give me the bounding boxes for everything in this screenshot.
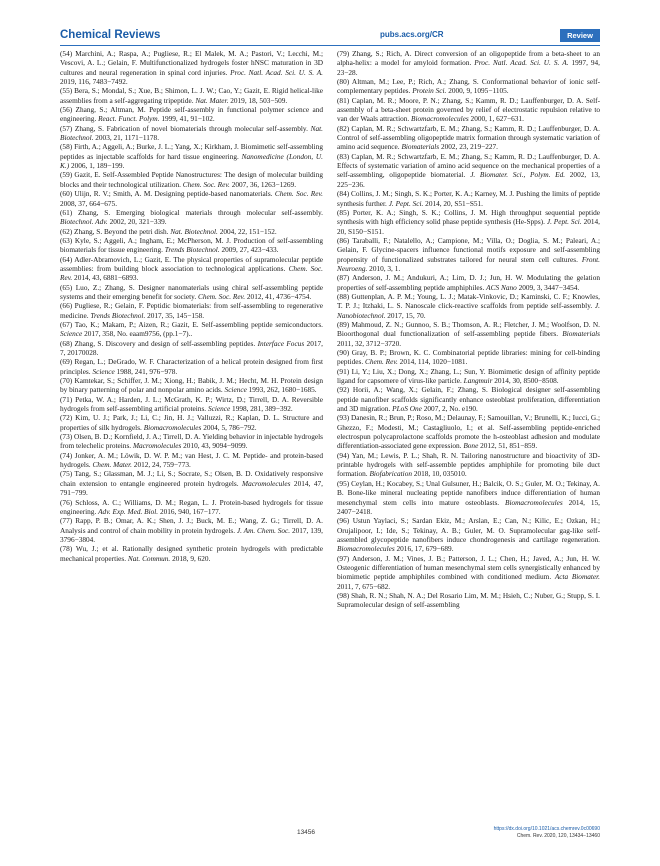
reference-text: (54) Marchini, A.; Raspa, A.; Pugliese, R.; El Malek, M. A.; Pastori, V.; Lecchi, M.; Vescovi, A. L.; Gelain, F. Multifunctionalized hydrogels foster hNSC maturation in 3D cultures and neural regeneration in spinal cord injuries. <box>60 49 323 77</box>
reference-journal: Acta Biomater. <box>554 572 600 582</box>
reference-journal: Trends Biotechnol. <box>164 245 220 255</box>
reference-entry <box>337 554 600 591</box>
reference-entry <box>60 236 323 255</box>
reference-volume-pages: 2010, 43, 9094−9099. <box>181 441 248 451</box>
page-number: 13456 <box>296 829 316 836</box>
reference-journal: Chem. Soc. Rev. <box>198 291 246 301</box>
reference-volume-pages: 2016, 17, 679−689. <box>394 544 454 554</box>
reference-volume-pages: 2002, 23, 219−227. <box>439 142 498 152</box>
reference-journal: Biomaterials <box>401 142 440 152</box>
reference-text: (90) Gray, B. P.; Brown, K. C. Combinatorial peptide libraries: mining for cell-binding peptides. <box>337 348 600 367</box>
reference-entry <box>337 292 600 320</box>
reference-text: (66) Pugliese, R.; Gelain, F. Peptidic biomaterials: from self-assembling to regenerative medicine. <box>60 301 323 320</box>
reference-text: (77) Rapp, P. B.; Omar, A. K.; Shen, J. J.; Buck, M. E.; Wang, Z. G.; Tirrell, D. A. Analysis and control of chain mobility in protein hydrogels. <box>60 516 323 535</box>
reference-entry <box>337 96 600 124</box>
reference-entry <box>337 516 600 553</box>
reference-volume-pages: 2017, 358, No. eaam9756, (pp.1−7).. <box>82 329 193 339</box>
reference-text: (85) Porter, K. A.; Singh, S. K.; Collins, J. M. High throughput sequential peptide synthesis with high efficiency solid phase peptide synthesis (He-Spps). <box>337 207 600 227</box>
reference-entry <box>337 591 600 610</box>
reference-journal: J. Am. Chem. Soc. <box>236 525 291 535</box>
reference-volume-pages: 2006, 1, 189−199. <box>69 161 125 171</box>
reference-volume-pages: 2000, 9, 1095−1105. <box>446 86 509 96</box>
reference-volume-pages: 2007, 2, No. e190. <box>421 404 478 414</box>
reference-entry <box>337 236 600 273</box>
reference-journal: Nat. Biotechnol. <box>60 123 323 143</box>
reference-text: (87) Anderson, J. M.; Andukuri, A.; Lim, D. J.; Jun, H. W. Modulating the gelation properties of self-assembling peptide amphiphiles. <box>337 273 600 292</box>
reference-volume-pages: 2018, 9, 620. <box>170 553 211 563</box>
reference-entry <box>60 255 323 283</box>
reference-entry <box>60 376 323 395</box>
reference-text: (80) Altman, M.; Lee, P.; Rich, A.; Zhang, S. Conformational behavior of ionic self-complementary peptides. <box>337 77 600 96</box>
journal-title[interactable]: Chemical Reviews <box>60 29 161 41</box>
reference-entry <box>60 339 323 358</box>
reference-text: (59) Gazit, E. Self-Assembled Peptide Nanostructures: The design of molecular building blocks and their technological utilization. <box>60 170 323 189</box>
reference-entry <box>60 301 323 320</box>
reference-entry <box>337 385 600 413</box>
reference-journal: PLoS One <box>392 404 422 414</box>
reference-journal: J. Pept. Sci. <box>546 217 582 227</box>
reference-entry <box>337 320 600 348</box>
reference-journal: Biomacromolecules <box>505 497 563 507</box>
reference-entry <box>60 498 323 517</box>
reference-volume-pages: 1998, 281, 389−392. <box>230 404 293 414</box>
reference-entry <box>337 208 600 236</box>
reference-volume-pages: 2017, 139, 3796−3804. <box>60 525 323 544</box>
reference-text: (92) Horii, A.; Wang, X.; Gelain, F.; Zhang, S. Biological designer self-assembling peptide nanofiber scaffolds significantly enhance osteoblast proliferation, differentiation and 3D migration. <box>337 385 600 414</box>
reference-volume-pages: 2014, 43, 6881−6893. <box>72 273 139 283</box>
reference-volume-pages: 2018, 10, 035010. <box>412 469 467 479</box>
reference-entry <box>337 348 600 367</box>
reference-volume-pages: 2014, 114, 1020−1081. <box>397 357 468 367</box>
reference-journal: React. Funct. Polym. <box>98 114 160 124</box>
reference-volume-pages: 2010, 3, 1. <box>367 263 401 273</box>
reference-volume-pages: 2009, 3, 3447−3454. <box>516 282 580 292</box>
reference-volume-pages: 2016, 940, 167−177. <box>158 506 221 516</box>
reference-journal: Biomaterials <box>562 329 600 339</box>
reference-text: (97) Anderson, J. M.; Vines, J. B.; Patterson, J. L.; Chen, H.; Javed, A.; Jun, H. W. Osteogenic differentiation of human mesenchymal stem cells synergistically enhanced by biomimetic peptide amphiphiles combined with conditioned medium. <box>337 553 600 582</box>
reference-journal: Biomacromolecules <box>143 422 202 432</box>
reference-text: (70) Kamtekar, S.; Schiffer, J. M.; Xiong, H.; Babik, J. M.; Hecht, M. H. Protein design by binary patterning of polar and nonpolar amino acids. <box>60 376 323 395</box>
reference-journal: J. Biomater. Sci., Polym. Ed. <box>470 170 566 180</box>
reference-volume-pages: 2004, 5, 786−792. <box>201 422 257 432</box>
reference-entry <box>337 479 600 516</box>
reference-text: (91) Li, Y.; Liu, X.; Dong, X.; Zhang, L.; Sun, Y. Biomimetic design of affinity peptide ligand for capsomere of virus-like particle. <box>337 366 600 386</box>
reference-text: (58) Firth, A.; Aggeli, A.; Burke, J. L.; Yang, X.; Kirkham, J. Biomimetic self-assembling peptides as injectable scaffolds for hard tissue engineering. <box>60 142 323 161</box>
reference-entry <box>60 432 323 451</box>
reference-entry <box>60 469 323 497</box>
reference-journal: Macromolecules <box>132 441 182 451</box>
reference-journal: Biofabrication <box>369 469 413 479</box>
reference-text: (89) Mahmoud, Z. N.; Gunnoo, S. B.; Thomson, A. R.; Fletcher, J. M.; Woolfson, D. N. Bioorthogonal dual functionalization of self-assembling peptide fibers. <box>337 319 600 339</box>
reference-entry <box>337 413 600 450</box>
reference-entry <box>60 413 323 432</box>
reference-text: (68) Zhang, S. Discovery and design of self-assembling peptides. <box>60 338 258 348</box>
reference-volume-pages: 1997, 94, 23−28. <box>337 58 600 77</box>
reference-journal: Trends Biotechnol. <box>90 310 146 320</box>
reference-entry <box>337 189 600 208</box>
reference-entry <box>60 208 323 227</box>
reference-journal: Chem. Soc. Rev. <box>274 189 324 199</box>
reference-text: (60) Ulijn, R. V.; Smith, A. M. Designing peptide-based nanomaterials. <box>60 189 275 199</box>
reference-journal: Chem. Rev. <box>364 357 398 367</box>
reference-volume-pages: 2019, 116, 7483−7492. <box>60 77 128 87</box>
reference-journal: Nat. Biotechnol. <box>170 226 218 236</box>
reference-text: (71) Petka, W. A.; Harden, J. L.; McGrath, K. P.; Wirtz, D.; Tirrell, D. A. Reversible hydrogels from self-assembling artificial proteins. <box>60 394 323 414</box>
reference-volume-pages: 2004, 22, 151−152. <box>217 226 277 236</box>
reference-volume-pages: 2014, 47, 791−799. <box>60 478 323 498</box>
reference-journal: Nanomedicine (London, U. K.) <box>60 151 323 171</box>
reference-journal: Front. Neuroeng. <box>337 254 600 273</box>
reference-text: (82) Caplan, M. R.; Schwartzfarb, E. M.; Zhang, S.; Kamm, R. D.; Lauffenburger, D. A. Control of self-assembling oligopeptide matrix formation through systematic variation of amino acid sequence. <box>337 123 600 152</box>
reference-entry <box>337 77 600 96</box>
reference-journal: Chem. Soc. Rev. <box>60 263 323 283</box>
reference-journal: Proc. Natl. Acad. Sci. U. S. A. <box>474 58 569 68</box>
reference-text: (98) Shah, R. N.; Shah, N. A.; Del Rosario Lim, M. M.; Hsieh, C.; Nuber, G.; Stupp, S. I. Supramolecular design of self-assembling <box>337 590 600 610</box>
reference-volume-pages: 2002, 13, 225−236. <box>337 170 601 189</box>
reference-text: (64) Adler-Abramovich, L.; Gazit, E. The physical properties of supramolecular peptide assemblies: from building block association to technological applications. <box>60 254 323 273</box>
reference-entry <box>337 152 600 189</box>
reference-entry <box>60 142 323 170</box>
reference-text: (62) Zhang, S. Beyond the petri dish. <box>60 226 171 236</box>
reference-text: (67) Tao, K.; Makam, P.; Aizen, R.; Gazit, E. Self-assembling peptide semiconductors. <box>60 319 323 329</box>
reference-text: (93) Danesin, R.; Brun, P.; Roso, M.; Delaunay, F.; Samouillan, V.; Brunelli, K.; Iucci, G.; Ghezzo, F.; Modesti, M.; Castagliuolo, I.; et al. Self-assembling peptide-enriched electrospun polycaprolactone scaffolds promote the h-osteoblast adhesion and modulate differentiation-associated gene expression. <box>337 413 600 451</box>
reference-journal: J. Nanobiotechnol. <box>337 301 600 320</box>
article-type-badge: Review <box>560 29 600 42</box>
reference-entry <box>60 320 323 339</box>
reference-text: (57) Zhang, S. Fabrication of novel biomaterials through molecular self-assembly. <box>60 123 311 133</box>
reference-journal: Chem. Mater. <box>92 460 132 470</box>
reference-text: (55) Bera, S.; Mondal, S.; Xue, B.; Shimon, L. J. W.; Cao, Y.; Gazit, E. Rigid helical-like assemblies from a self-aggregating tripeptide. <box>60 86 323 105</box>
reference-text: (83) Caplan, M. R.; Schwartzfarb, E. M.; Zhang, S.; Kamm, R. D.; Lauffenburger, D. A. Effects of systematic variation of amino acid sequence on the mechanical properties of a self-assembling, oligopeptide biomaterial. <box>337 151 600 180</box>
reference-volume-pages: 2012, 41, 4736−4754. <box>245 291 312 301</box>
reference-text: (72) Kim, U. J.; Park, J.; Li, C.; Jin, H. J.; Valluzzi, R.; Kaplan, D. L. Structure and properties of silk hydrogels. <box>60 413 323 432</box>
reference-entry <box>60 49 323 86</box>
reference-text: (73) Olsen, B. D.; Kornfield, J. A.; Tirrell, D. A. Yielding behavior in injectable hydrogels from telechelic proteins. <box>60 432 323 451</box>
reference-text: (63) Kyle, S.; Aggeli, A.; Ingham, E.; McPherson, M. J. Production of self-assembling biomaterials for tissue engineering. <box>60 235 323 255</box>
page-header <box>60 27 600 45</box>
reference-entry <box>60 105 323 124</box>
reference-volume-pages: 1988, 241, 976−978. <box>114 366 178 376</box>
reference-volume-pages: 2012, 51, 851−859. <box>478 441 538 451</box>
reference-journal: Langmuir <box>463 376 493 386</box>
references-left-column <box>60 49 323 563</box>
reference-entry <box>60 544 323 563</box>
reference-journal: Bone <box>463 441 479 451</box>
reference-volume-pages: 2012, 24, 759−773. <box>131 460 191 470</box>
reference-entry <box>337 49 600 77</box>
reference-entry <box>60 516 323 544</box>
reference-text: (81) Caplan, M. R.; Moore, P. N.; Zhang, S.; Kamm, R. D.; Lauffenburger, D. A. Self-assembly of a beta-sheet protein governed by relief of electrostatic repulsion relative to van der Waals attraction. <box>337 95 600 124</box>
reference-volume-pages: 2014, 15, 2407−2418. <box>337 497 600 516</box>
reference-journal: Biomacromolecules <box>337 544 395 554</box>
reference-volume-pages: 2017, 15, 70. <box>385 310 426 320</box>
reference-text: (84) Collins, J. M.; Singh, S. K.; Porter, K. A.; Karney, M. J. Pushing the limits of peptide synthesis further. <box>337 189 600 208</box>
reference-text: (74) Jonker, A. M.; Löwik, D. W. P. M.; van Hest, J. C. M. Peptide- and protein-based hydrogels. <box>60 450 323 470</box>
reference-volume-pages: 2011, 32, 3712−3720. <box>337 338 402 348</box>
header-divider <box>60 45 600 46</box>
reference-volume-pages: 2014, 20, S51−S51. <box>423 198 484 208</box>
journal-url-link[interactable]: pubs.acs.org/CR <box>380 30 444 39</box>
reference-journal: Science <box>207 404 231 414</box>
reference-entry <box>337 273 600 292</box>
reference-journal: Protein Sci. <box>412 86 447 96</box>
reference-entry <box>60 86 323 105</box>
reference-text: (69) Regan, L.; DeGrado, W. F. Characterization of a helical protein designed from first principles. <box>60 357 323 376</box>
reference-journal: Nat. Commun. <box>127 553 171 563</box>
reference-volume-pages: 2007, 36, 1263−1269. <box>229 179 297 189</box>
reference-volume-pages: 2003, 21, 1171−1178. <box>93 133 160 143</box>
reference-journal: J. Pept. Sci. <box>388 198 424 208</box>
reference-text: (86) Taraballi, F.; Natalello, A.; Campione, M.; Villa, O.; Doglia, S. M.; Paleari, A.; Gelain, F. Glycine-spacers influence functional motifs exposure and self-assembling propensity of functionalized substrates tailored for neural stem cell cultures. <box>337 235 600 264</box>
reference-text: (78) Wu, J.; et al. Rationally designed synthetic protein hydrogels with predictable mechanical properties. <box>60 544 323 563</box>
reference-journal: Nat. Mater. <box>195 95 229 105</box>
reference-volume-pages: 2000, 1, 627−631. <box>468 114 524 124</box>
reference-entry <box>60 451 323 470</box>
reference-volume-pages: 2014, 30, 8500−8508. <box>492 376 559 386</box>
reference-volume-pages: 1993, 262, 1680−1685. <box>246 385 317 395</box>
article-citation: Chem. Rev. 2020, 120, 13434−13460 <box>516 833 600 839</box>
reference-text: (65) Luo, Z.; Zhang, S. Designer nanomaterials using chiral self-assembling peptide systems and their emerging benefit for society. <box>60 282 323 301</box>
reference-volume-pages: 2008, 37, 664−675. <box>60 198 118 208</box>
reference-text: (96) Ustun Yaylaci, S.; Sardan Ekiz, M.; Arslan, E.; Can, N.; Kilic, E.; Ozkan, H.; Orujalipoor, I.; Ide, S.; Tekinay, A. B.; Guler, M. O. Supramolecular gag-like self-assembled glycopeptide nanofibers induce chondrogenesis and cartilage regeneration. <box>337 516 600 544</box>
reference-journal: Adv. Exp. Med. Biol. <box>98 506 159 516</box>
reference-text: (56) Zhang, S.; Altman, M. Peptide self-assembly in functional polymer science and engineering. <box>60 105 323 124</box>
reference-entry <box>60 357 323 376</box>
reference-volume-pages: 2011, 7, 675−682. <box>337 581 391 591</box>
references-right-column <box>337 49 600 610</box>
reference-journal: Science <box>60 329 83 339</box>
reference-text: (94) Yan, M.; Lewis, P. L.; Shah, R. N. Tailoring nanostructure and bioactivity of 3D-printable hydrogels with self-assemble peptides amphiphile for promoting bile duct formation. <box>337 450 600 479</box>
reference-volume-pages: 2017, 35, 145−158. <box>145 310 205 320</box>
reference-volume-pages: 2002, 20, 321−339. <box>107 217 167 227</box>
reference-entry <box>337 367 600 386</box>
reference-entry <box>337 451 600 479</box>
reference-volume-pages: 1999, 41, 91−102. <box>159 114 215 124</box>
reference-text: (61) Zhang, S. Emerging biological materials through molecular self-assembly. <box>60 207 323 217</box>
reference-journal: ACS Nano <box>486 282 517 292</box>
reference-journal: Biomacromolecules <box>411 114 469 124</box>
reference-journal: Biotechnol. Adv. <box>60 217 108 227</box>
reference-entry <box>60 189 323 208</box>
reference-text: (88) Guttenplan, A. P. M.; Young, L. J.; Matak-Vinkovic, D.; Kaminski, C. F.; Knowles, T. P. J.; Itzhaki, L. S. Nanoscale click-reactive scaffolds from peptide self-assembly. <box>337 291 600 311</box>
reference-entry <box>60 124 323 143</box>
doi-link[interactable]: https://dx.doi.org/10.1021/acs.chemrev.0c00690 <box>493 826 600 832</box>
reference-volume-pages: 2009, 27, 423−433. <box>219 245 279 255</box>
reference-journal: Science <box>92 366 115 376</box>
reference-entry <box>60 227 323 236</box>
reference-volume-pages: 2019, 18, 503−509. <box>228 95 288 105</box>
page-footer <box>60 826 600 850</box>
reference-journal: Proc. Natl. Acad. Sci. U. S. A. <box>230 67 323 77</box>
reference-text: (76) Schloss, A. C.; Williams, D. M.; Regan, L. J. Protein-based hydrogels for tissue engineering. <box>60 497 323 516</box>
reference-text: (95) Ceylan, H.; Kocabey, S.; Unal Gulsuner, H.; Balcik, O. S.; Guler, M. O.; Tekinay, A. B. Bone-like mineral nucleating peptide nanofibers induce differentiation of human mesenchymal stem cells into mature osteoblasts. <box>337 478 600 507</box>
reference-journal: Science <box>224 385 247 395</box>
reference-entry <box>60 395 323 414</box>
reference-text: (75) Tang, S.; Glassman, M. J.; Li, S.; Socrate, S.; Olsen, B. D. Oxidatively responsive chain extension to entangle engineered protein hydrogels. <box>60 469 323 488</box>
reference-text: (79) Zhang, S.; Rich, A. Direct conversion of an oligopeptide from a beta-sheet to an alpha-helix: a model for amyloid formation. <box>337 49 600 68</box>
reference-journal: Macromolecules <box>242 478 291 488</box>
reference-entry <box>60 283 323 302</box>
reference-entry <box>60 170 323 189</box>
reference-entry <box>337 124 600 152</box>
reference-volume-pages: 2014, 20, S150−S151. <box>337 217 600 236</box>
reference-journal: Interface Focus <box>257 338 305 348</box>
reference-journal: Chem. Soc. Rev. <box>182 179 230 189</box>
reference-volume-pages: 2017, 7, 20170028. <box>60 338 323 357</box>
